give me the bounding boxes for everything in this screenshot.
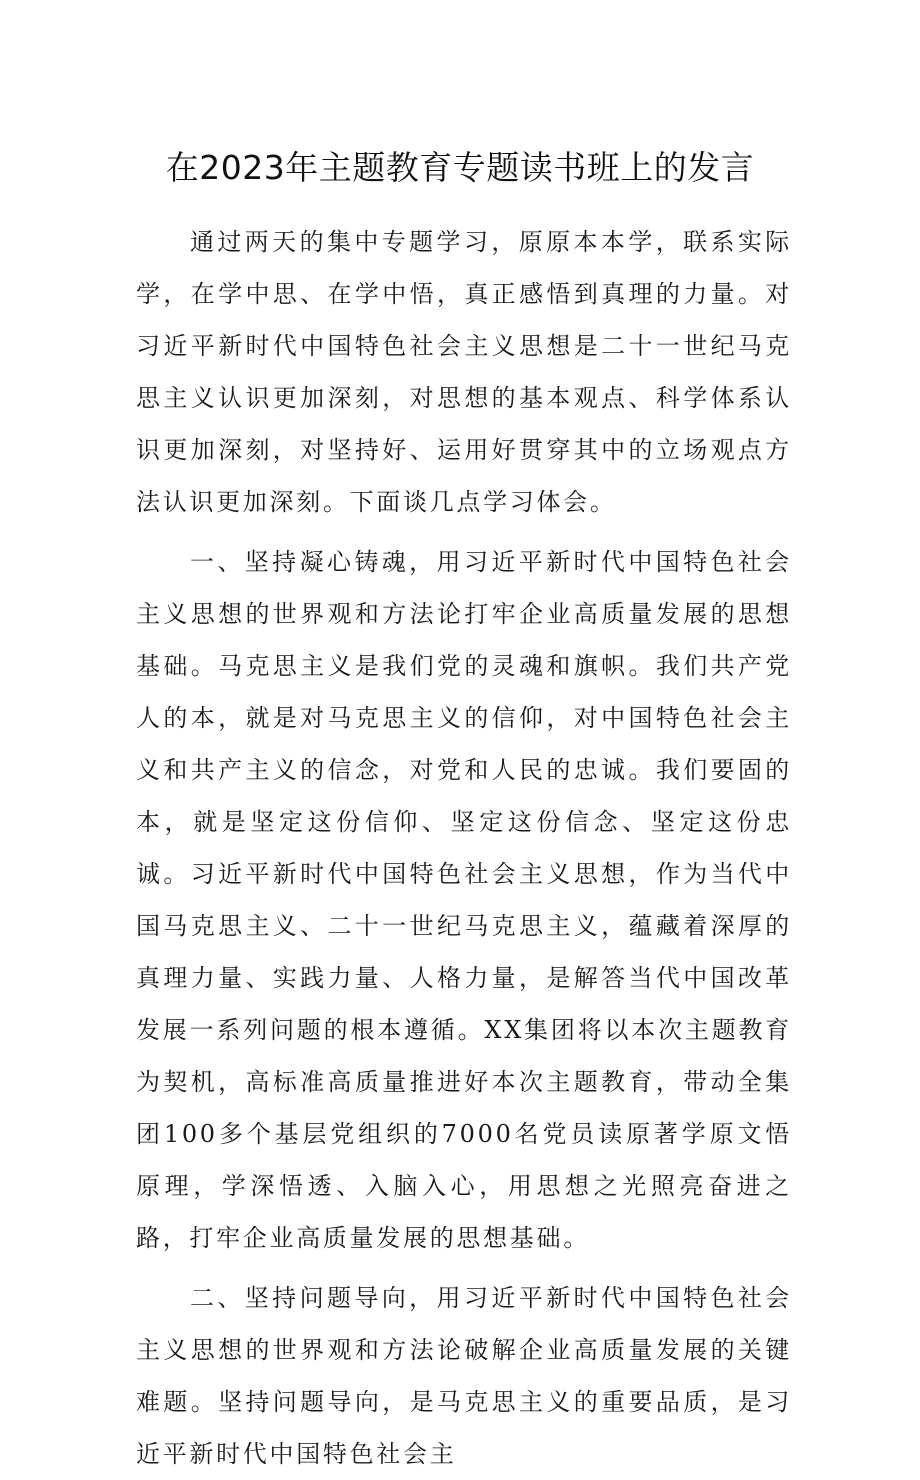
paragraph-intro: 通过两天的集中专题学习，原原本本学，联系实际学，在学中思、在学中悟，真正感悟到真理的力量。对习近平新时代中国特色社会主义思想是二十一世纪马克思主义认识更加深刻，对思想的基本观点、科学体系认识更加深刻，对坚持好、运用好贯穿其中的立场观点方法认识更加深刻。下面谈几点学习体会。 bbox=[136, 228, 792, 516]
document-body bbox=[136, 216, 792, 1480]
paragraph-point-one: 一、坚持凝心铸魂，用习近平新时代中国特色社会主义思想的世界观和方法论打牢企业高质量发展的思想基础。马克思主义是我们党的灵魂和旗帜。我们共产党人的本，就是对马克思主义的信仰，对中国特色社会主义和共产主义的信念，对党和人民的忠诚。我们要固的本，就是坚定这份信仰、坚定这份信念、坚定这份忠诚。习近平新时代中国特色社会主义思想，作为当代中国马克思主义、二十一世纪马克思主义，蕴藏着深厚的真理力量、实践力量、人格力量，是解答当代中国改革发展一系列问题的根本遵循。XX集团将以本次主题教育为契机，高标准高质量推进好本次主题教育，带动全集团100多个基层党组织的7000名党员读原著学原文悟原理，学深悟透、入脑入心，用思想之光照亮奋进之路，打牢企业高质量发展的思想基础。 bbox=[136, 548, 792, 1252]
paragraph-point-two: 二、坚持问题导向，用习近平新时代中国特色社会主义思想的世界观和方法论破解企业高质量发展的关键难题。坚持问题导向，是马克思主义的重要品质，是习近平新时代中国特色社会主 bbox=[136, 1284, 792, 1468]
document-title: 在2023年主题教育专题读书班上的发言 bbox=[165, 148, 755, 187]
